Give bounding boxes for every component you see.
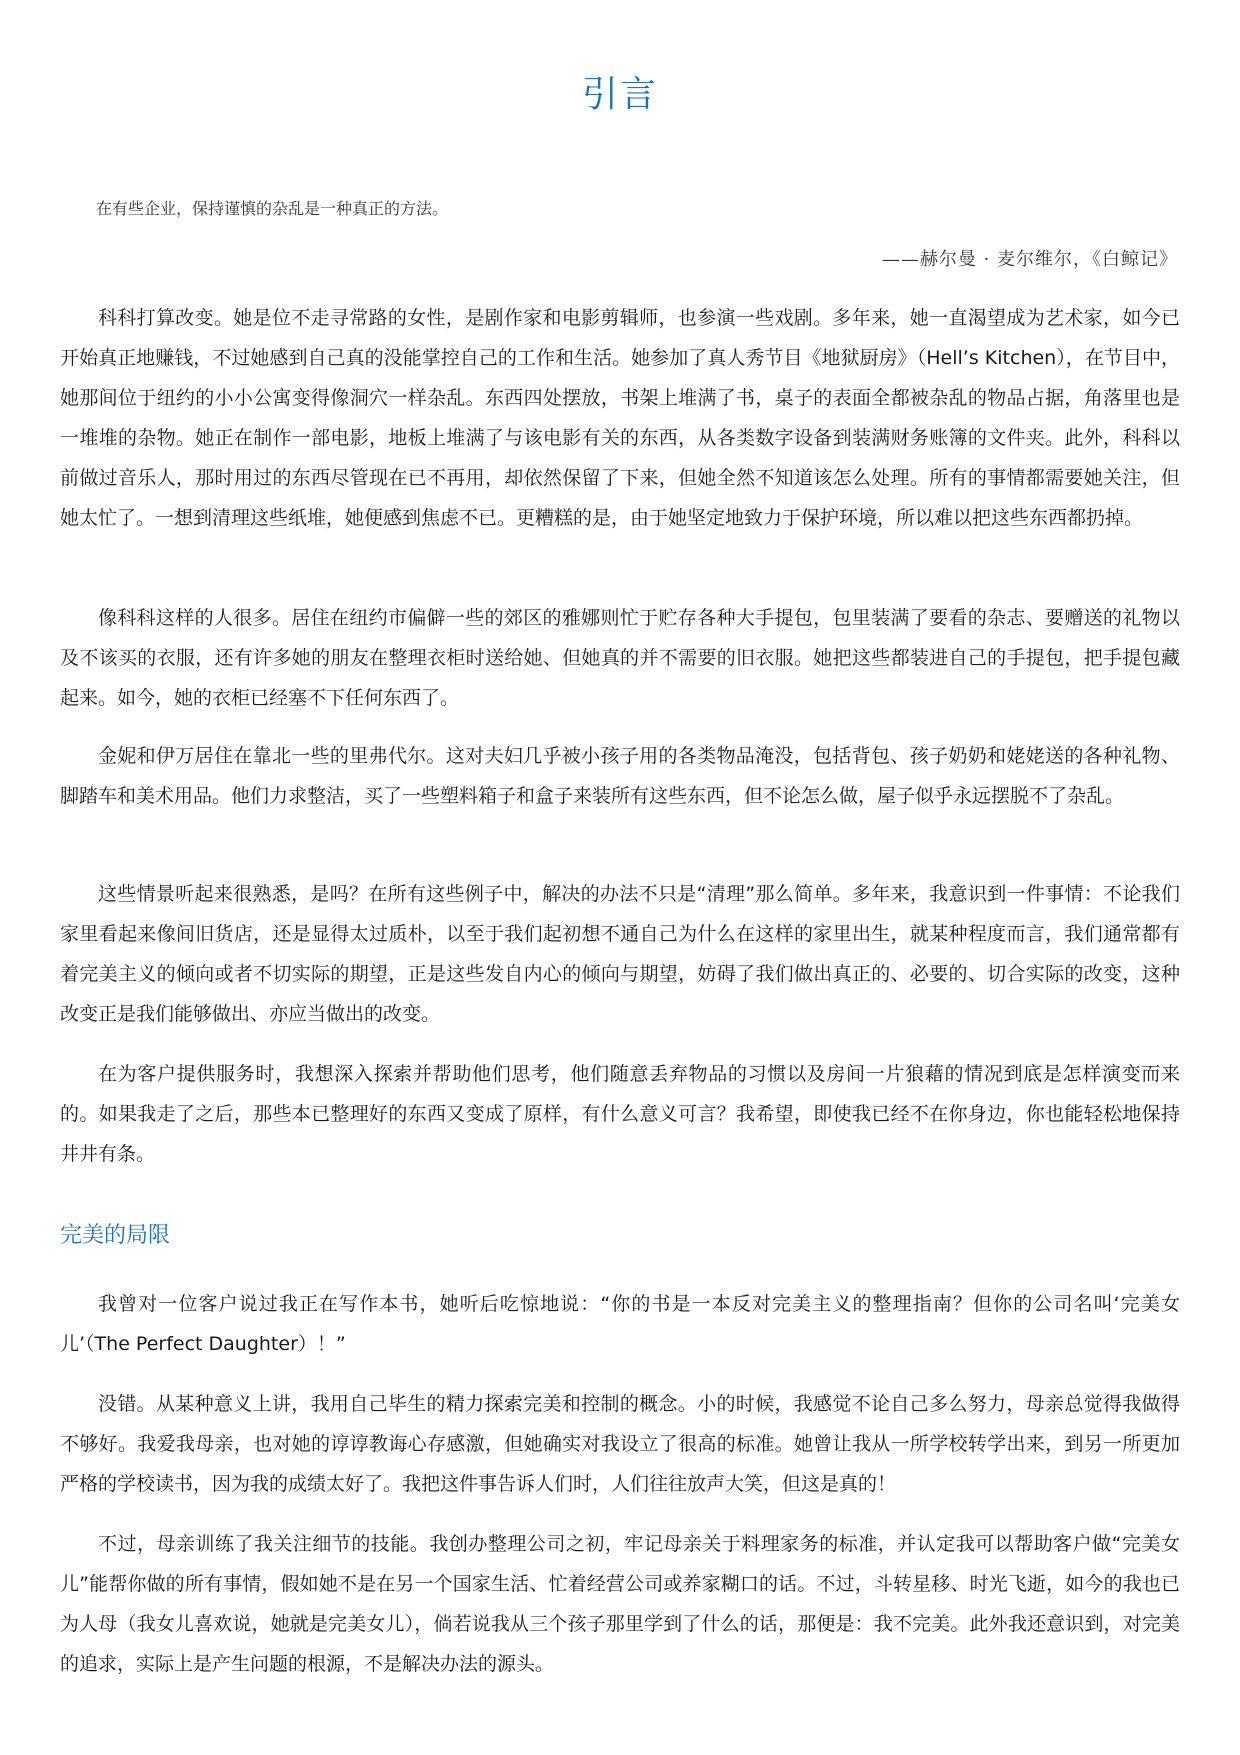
chapter-title: 引言 xyxy=(581,74,658,115)
epigraph-attribution: ——赫尔曼 · 麦尔维尔，《白鲸记》 xyxy=(881,249,1178,270)
body-paragraph: 在为客户提供服务时，我想深入探索并帮助他们思考，他们随意丢弃物品的习惯以及房间一片狼藉的情况到底是怎样演变而来的。如果我走了之后，那些本已整理好的东西又变成了原样，有什么意义可言？我希望，即使我已经不在你身边，你也能轻松地保持井井有条。 xyxy=(60,1063,1180,1165)
epigraph-quote: 在有些企业，保持谨慎的杂乱是一种真正的方法。 xyxy=(96,199,449,218)
section-heading: 完美的局限 xyxy=(60,1223,171,1248)
body-paragraph: 科科打算改变。她是位不走寻常路的女性，是剧作家和电影剪辑师，也参演一些戏剧。多年来，她一直渴望成为艺术家，如今已开始真正地赚钱，不过她感到自己真的没能掌控自己的工作和生活。她参加了真人秀节目《地狱厨房》（Hell’s Kitchen），在节目中，她那间位于纽约的小小公寓变得像洞穴一样杂乱。东西四处摆放，书架上堆满了书，桌子的表面全都被杂乱的物品占据，角落里也是一堆堆的杂物。她正在制作一部电影，地板上堆满了与该电影有关的东西，从各类数字设备到装满财务账簿的文件夹。此外，科科以前做过音乐人，那时用过的东西尽管现在已不再用，却依然保留了下来，但她全然不知道该怎么处理。所有的事情都需要她关注，但她太忙了。一想到清理这些纸堆，她便感到焦虑不已。更糟糕的是，由于她坚定地致力于保护环境，所以难以把这些东西都扔掉。 xyxy=(60,307,1180,529)
body-paragraph: 金妮和伊万居住在靠北一些的里弗代尔。这对夫妇几乎被小孩子用的各类物品淹没，包括背包、孩子奶奶和姥姥送的各种礼物、脚踏车和美术用品。他们力求整洁，买了一些塑料箱子和盒子来装所有这些东西，但不论怎么做，屋子似乎永远摆脱不了杂乱。 xyxy=(60,745,1180,807)
body-paragraph: 这些情景听起来很熟悉，是吗？在所有这些例子中，解决的办法不只是“清理”那么简单。多年来，我意识到一件事情：不论我们家里看起来像间旧货店，还是显得太过质朴，以至于我们起初想不通自己为什么在这样的家里出生，就某种程度而言，我们通常都有着完美主义的倾向或者不切实际的期望，正是这些发自内心的倾向与期望，妨碍了我们做出真正的、必要的、切合实际的改变，这种改变正是我们能够做出、亦应当做出的改变。 xyxy=(60,883,1180,1025)
body-paragraph: 像科科这样的人很多。居住在纽约市偏僻一些的郊区的雅娜则忙于贮存各种大手提包，包里装满了要看的杂志、要赠送的礼物以及不该买的衣服，还有许多她的朋友在整理衣柜时送给她、但她真的并不需要的旧衣服。她把这些都装进自己的手提包，把手提包藏起来。如今，她的衣柜已经塞不下任何东西了。 xyxy=(60,607,1180,709)
body-paragraph: 我曾对一位客户说过我正在写作本书，她听后吃惊地说：“你的书是一本反对完美主义的整理指南？但你的公司名叫‘完美女儿’（The Perfect Daughter）！” xyxy=(60,1293,1180,1355)
body-paragraph: 没错。从某种意义上讲，我用自己毕生的精力探索完美和控制的概念。小的时候，我感觉不论自己多么努力，母亲总觉得我做得不够好。我爱我母亲，也对她的谆谆教诲心存感激，但她确实对我设立了很高的标准。她曾让我从一所学校转学出来，到另一所更加严格的学校读书，因为我的成绩太好了。我把这件事告诉人们时，人们往往放声大笑，但这是真的！ xyxy=(60,1393,1180,1495)
body-paragraph: 不过，母亲训练了我关注细节的技能。我创办整理公司之初，牢记母亲关于料理家务的标准，并认定我可以帮助客户做“完美女儿”能帮你做的所有事情，假如她不是在另一个国家生活、忙着经营公司或养家糊口的话。不过，斗转星移、时光飞逝，如今的我也已为人母（我女儿喜欢说，她就是完美女儿），倘若说我从三个孩子那里学到了什么的话，那便是：我不完美。此外我还意识到，对完美的追求，实际上是产生问题的根源，不是解决办法的源头。 xyxy=(60,1533,1180,1675)
